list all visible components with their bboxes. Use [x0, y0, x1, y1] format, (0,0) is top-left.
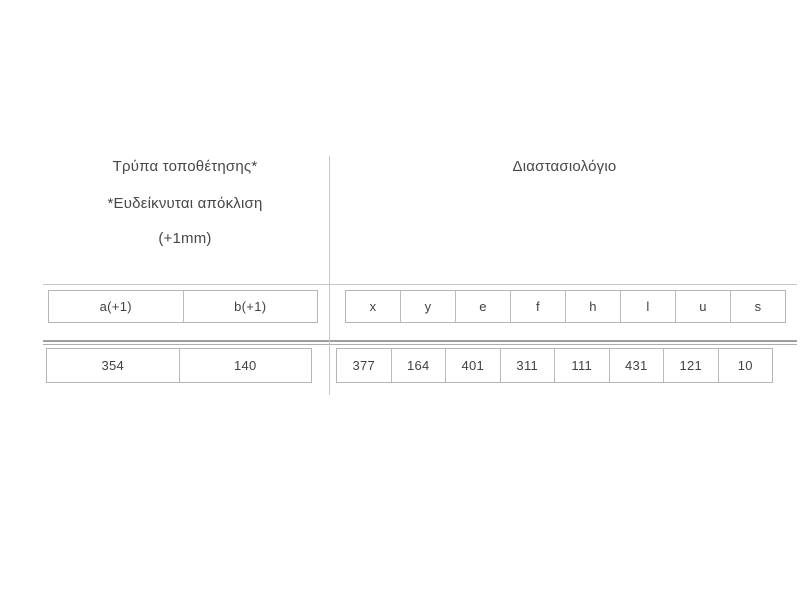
header-cell-h: h — [565, 291, 620, 322]
value-cell-a: 354 — [101, 358, 125, 373]
section-divider-line — [329, 156, 330, 395]
value-cell-l: 431 — [609, 349, 664, 382]
left-section-title: Τρύπα τοποθέτησης* — [112, 158, 258, 175]
right-header-row — [345, 290, 786, 323]
header-cell-e: e — [455, 291, 510, 322]
value-cell-y: 164 — [391, 349, 446, 382]
left-section-tolerance: (+1mm) — [158, 230, 212, 247]
left-section-note: *Ευδείκνυται απόκλιση — [107, 195, 263, 212]
header-cell-f: f — [510, 291, 565, 322]
right-top-rule — [330, 284, 797, 285]
header-cell-y: y — [400, 291, 455, 322]
left-separator-rule — [43, 340, 329, 345]
value-cell-e: 401 — [445, 349, 500, 382]
value-cell-x: 377 — [352, 358, 376, 373]
value-cell-b: 140 — [179, 349, 312, 382]
header-cell-l: l — [620, 291, 675, 322]
left-header-row — [48, 290, 318, 323]
header-cell-b: b(+1) — [183, 291, 318, 322]
value-cell-u: 121 — [663, 349, 718, 382]
left-top-rule — [43, 284, 329, 285]
right-separator-rule — [330, 340, 797, 345]
value-cell-f: 311 — [500, 349, 555, 382]
right-section-title: Διαστασιολόγιο — [512, 158, 617, 175]
value-cell-h: 111 — [554, 349, 609, 382]
value-cell-s: 10 — [718, 349, 773, 382]
right-value-row — [336, 348, 773, 383]
left-value-row — [46, 348, 312, 383]
header-cell-x: x — [369, 299, 377, 314]
header-cell-u: u — [675, 291, 730, 322]
header-cell-a: a(+1) — [99, 299, 132, 314]
header-cell-s: s — [730, 291, 785, 322]
